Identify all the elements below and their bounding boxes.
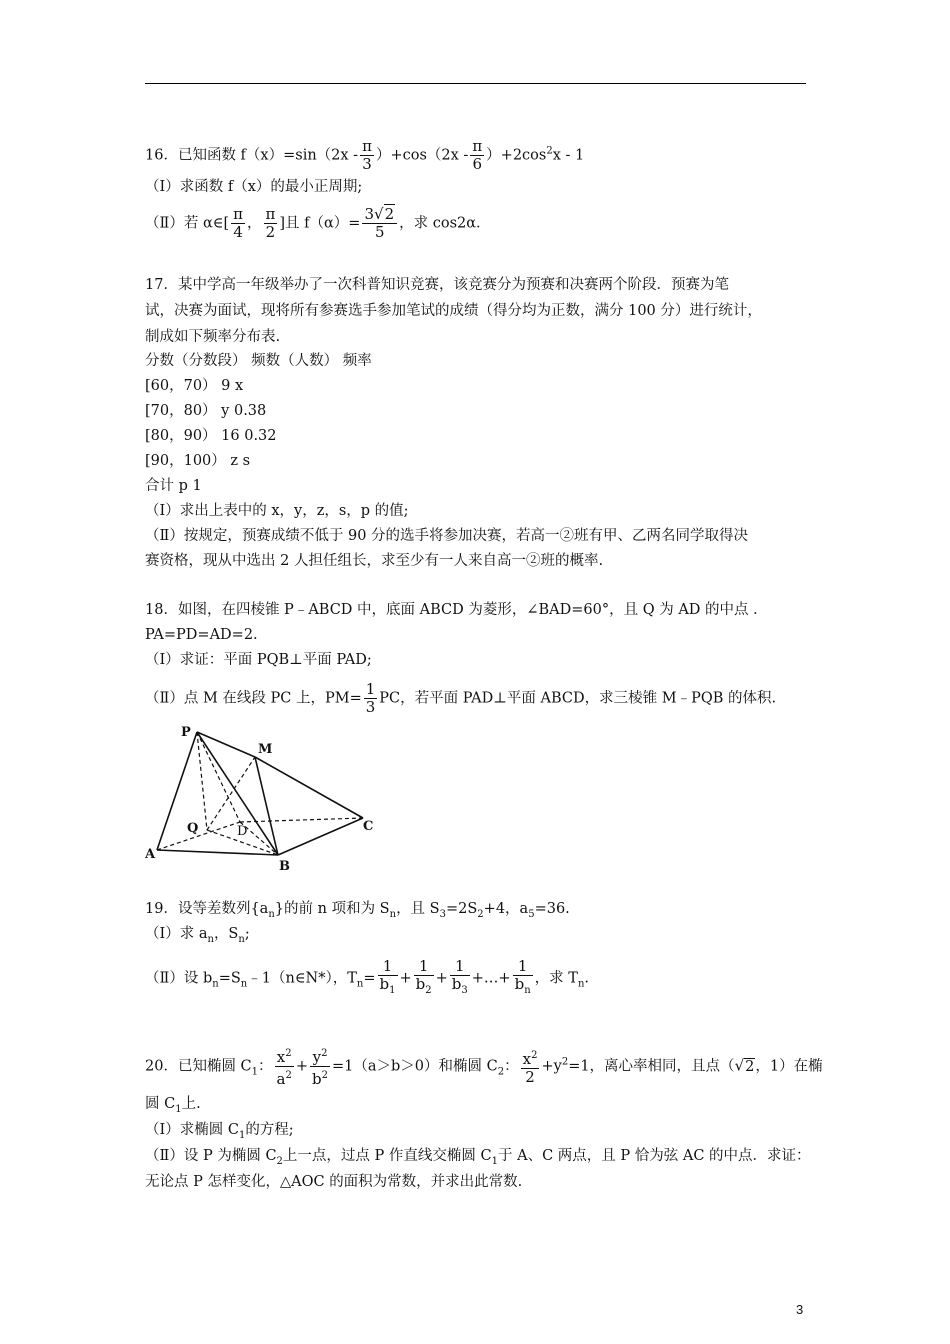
q20-part-2: （Ⅱ）设 P 为椭圆 $C_2$上一点，过点 P 作直线交椭圆 $C_1$于 A、C 两点，且 P 恰为弦 AC 的中点．求证： — [145, 1148, 811, 1167]
q19-line-1: 19．设等差数列$\{a_n\}$的前 n 项和为 $S_n$，且 $S_3=2S_2+4$，$a_5=36$. — [145, 901, 570, 920]
fraction-1-over-3: $\frac{1}{3}$ — [365, 680, 376, 716]
q18-part-2: （Ⅱ）点 M 在线段 PC 上，PM= $\frac{1}{3}$ PC，若平面 PAD⊥平面 ABCD，求三棱锥 M﹣PQB 的体积. — [145, 680, 777, 716]
fraction-x2-over-a2: $\frac{x^2}{a^2}$ — [275, 1045, 294, 1088]
edge-BC — [278, 818, 363, 855]
q16-line-3: （Ⅱ）若 α∈[ $\frac{\pi}{4}$ ， $\frac{\pi}{2}$ ]且 f（α）= $\frac{3√2}{5}$ ，求 cos2α． — [145, 205, 491, 241]
header-rule — [145, 83, 806, 84]
q20-line-1: 20．已知椭圆 $C_1$： $\frac{x^2}{a^2}$ + $\frac{y^2}{b^2}$ =1（a＞b＞0）和椭圆 $C_2$： $\frac{x^2}{2}$ $+y^2=1$，离心率相同，且点（√2，1）在椭 — [145, 1045, 823, 1088]
fraction-pi-over-2: $\frac{\pi}{2}$ — [265, 205, 276, 241]
frequency-table-row: [70，80） y 0.38 — [145, 403, 267, 419]
fraction-1-over-b1: $\frac{1}{b_1}$ — [379, 957, 396, 996]
dashed-AD — [157, 822, 240, 850]
pyramid-figure — [145, 722, 385, 872]
dashed-PQ — [197, 732, 207, 830]
dashed-DC — [240, 818, 363, 822]
label-C: C — [363, 819, 374, 834]
frequency-table-total: 合计 p 1 — [145, 478, 202, 494]
q16-text: 16．已知函数 f（x）=sin（2x - — [145, 147, 359, 164]
fraction-x2-over-2: $\frac{x^2}{2}$ — [521, 1047, 540, 1086]
q17-part-2-cont: 赛资格，现从中选出 2 人担任组长，求至少有一人来自高一②班的概率. — [145, 553, 604, 569]
q20-part-1: （Ⅰ）求椭圆 $C_1$的方程; — [145, 1122, 294, 1141]
label-P: P — [181, 725, 191, 740]
fraction-pi-over-3: $\frac{\pi}{3}$ — [362, 137, 372, 173]
label-Q: Q — [187, 821, 199, 836]
fraction-pi-over-6: $\frac{\pi}{6}$ — [472, 137, 483, 173]
q18-line-2: PA=PD=AD=2. — [145, 627, 258, 643]
fraction-1-over-b2: $\frac{1}{b_2}$ — [415, 957, 432, 996]
q16-text: x - 1 — [552, 147, 585, 164]
edge-MB — [255, 757, 278, 855]
edge-AB — [157, 850, 278, 855]
q17-line-1: 17．某中学高一年级举办了一次科普知识竞赛，该竞赛分为预赛和决赛两个阶段．预赛为笔 — [145, 277, 729, 293]
q16-line-2: （Ⅰ）求函数 f（x）的最小正周期; — [145, 179, 363, 195]
q18-line-1: 18．如图，在四棱锥 P﹣ABCD 中，底面 ABCD 为菱形，∠BAD=60°，且 Q 为 AD 的中点 ． — [145, 602, 768, 618]
frequency-table-row: [60，70） 9 x — [145, 378, 244, 394]
q17-part-1: （Ⅰ）求出上表中的 x，y，z，s，p 的值; — [145, 503, 409, 519]
q16-text: ）+cos（2x - — [375, 147, 469, 164]
fraction-1-over-bn: $\frac{1}{b_n}$ — [514, 957, 531, 996]
q16-line-1 — [145, 138, 584, 173]
q16-text: ]且 f（α）= — [279, 215, 361, 232]
q16-text: ）+2cos — [486, 147, 547, 164]
frequency-table-row: [80，90） 16 0.32 — [145, 428, 277, 444]
fraction-y2-over-b2: $\frac{y^2}{b^2}$ — [310, 1045, 330, 1088]
fraction-pi-over-4: $\frac{\pi}{4}$ — [233, 205, 244, 241]
q20-part-2-cont: 无论点 P 怎样变化，△AOC 的面积为常数，并求出此常数. — [145, 1174, 523, 1190]
fraction-1-over-b3: $\frac{1}{b_3}$ — [451, 957, 468, 996]
q16-text: ，求 cos2α． — [399, 215, 491, 232]
edge-MC — [255, 757, 363, 818]
q17-line-2: 试，决赛为面试，现将所有参赛选手参加笔试的成绩（得分均为正数，满分 100 分）进行统计， — [145, 303, 762, 319]
superscript: 2 — [546, 145, 553, 157]
frequency-table-row: [90，100） z s — [145, 453, 251, 469]
q19-part-1: （Ⅰ）求 $a_n$，$S_n$; — [145, 926, 250, 945]
q16-text: （Ⅱ）若 α∈[ — [145, 215, 230, 232]
fraction-3sqrt2-over-5: $\frac{3√2}{5}$ — [362, 206, 397, 241]
q19-part-2: （Ⅱ）设 $b_n=S_n﹣1(n\in N*)$，$T_n=$ $\frac{1}{b_1}$ + $\frac{1}{b_2}$ + $\frac{1}{b_3}$ +…+ $\frac{1}{b_n}$ ，求 $T_n$. — [145, 958, 589, 999]
q18-part-1: （Ⅰ）求证：平面 PQB⊥平面 PAD; — [145, 652, 372, 668]
label-A: A — [145, 847, 156, 862]
label-M: M — [258, 742, 273, 757]
q20-line-2: 圆 $C_1$上. — [145, 1096, 201, 1115]
page-number: 3 — [796, 1302, 804, 1317]
label-D: D — [237, 824, 248, 839]
q17-part-2: （Ⅱ）按规定，预赛成绩不低于 90 分的选手将参加决赛，若高一②班有甲、乙两名同学取得决 — [145, 528, 749, 544]
label-B: B — [279, 859, 290, 872]
dashed-QM — [207, 757, 255, 830]
q17-line-3: 制成如下频率分布表. — [145, 329, 281, 345]
dashed-PD — [197, 732, 240, 822]
frequency-table-header: 分数（分数段） 频数（人数） 频率 — [145, 353, 372, 369]
